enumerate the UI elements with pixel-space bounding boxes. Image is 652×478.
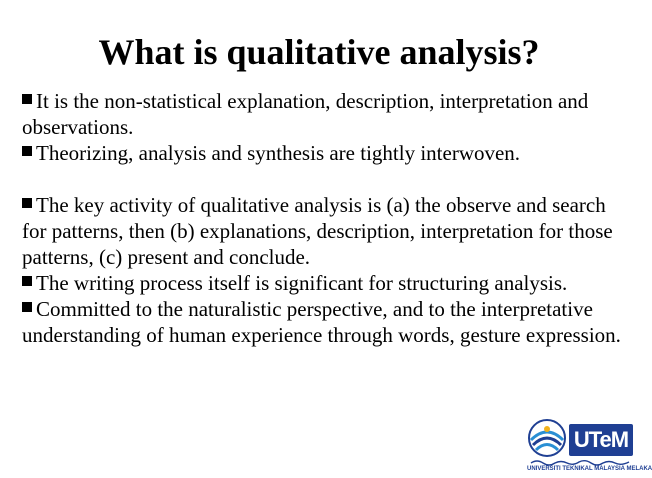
logo-wordmark-box: [569, 424, 633, 456]
bullet-item: [22, 88, 622, 140]
bullet-item: [22, 296, 622, 348]
slide-title: What is qualitative analysis?: [98, 32, 540, 72]
bullet-item: [22, 192, 622, 270]
bullet-text: Committed to the naturalistic perspective, and to the interpretative understanding of human experience through words, gesture expression.: [22, 297, 621, 347]
logo-wordmark: UTeM: [573, 427, 629, 452]
bullet-text: The key activity of qualitative analysis is (a) the observe and search for patterns, then (b) explanations, description, interpretation for those patterns, (c) present and conclude.: [22, 193, 613, 269]
university-logo: [527, 418, 652, 472]
logo-jawi-script-icon: [529, 458, 633, 466]
square-bullet-icon: [22, 276, 32, 286]
bullet-list: [22, 88, 622, 348]
bullet-text: The writing process itself is significant for structuring analysis.: [36, 271, 568, 295]
bullet-item: [22, 270, 622, 296]
logo-caption: UNIVERSITI TEKNIKAL MALAYSIA MELAKA: [527, 466, 652, 472]
square-bullet-icon: [22, 302, 32, 312]
bullet-text: It is the non-statistical explanation, description, interpretation and observations.: [22, 89, 589, 139]
university-emblem-icon: [527, 418, 567, 458]
square-bullet-icon: [22, 146, 32, 156]
square-bullet-icon: [22, 198, 32, 208]
bullet-item: [22, 140, 622, 166]
square-bullet-icon: [22, 94, 32, 104]
bullet-text: Theorizing, analysis and synthesis are tightly interwoven.: [36, 141, 521, 165]
